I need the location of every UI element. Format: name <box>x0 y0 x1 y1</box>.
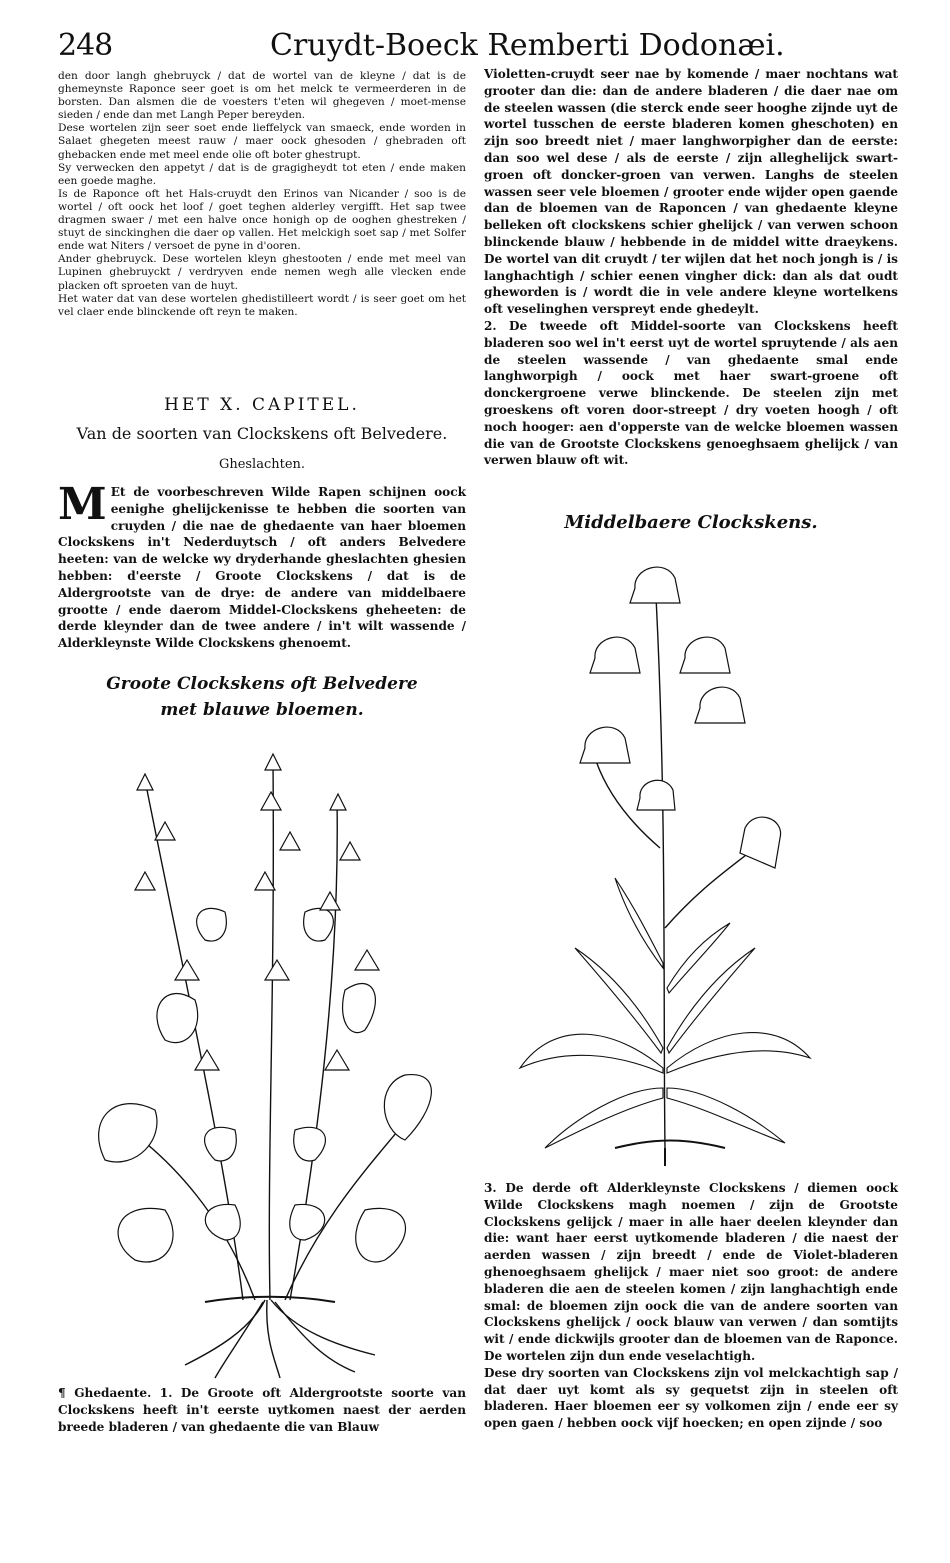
section-heading: Gheslachten. <box>218 457 306 472</box>
page-number: 248 <box>58 28 113 63</box>
chapter-title: Van de soorten van Clockskens oft Belvedere. <box>76 424 448 443</box>
description-paragraph: ¶ Ghedaente. 1. De Groote oft Aldergrootste soorte van Clockskens heeft in't eerste uytkomen naest der aerden breede bladeren / van ghedaente die van Blauw <box>58 1386 466 1434</box>
figure-caption-right: Middelbaere Clockskens. <box>564 512 818 533</box>
middelbaere-clockskens-illustration <box>515 548 815 1168</box>
paragraph: Dese wortelen zijn seer soet ende lieffelyck van smaeck, ende worden in Salaet ghegeten meest rauw / maer oock ghesoden / ghebraden oft ghebacken ende met meel ende olie oft boter ghestrupt. <box>58 122 466 161</box>
paragraph: Dese dry soorten van Clockskens zijn vol melckachtigh sap / dat daer uyt komt als sy gequetst zijn in steelen oft bladeren. Haer bloemen eer sy volkomen zijn / ende eer sy open gaen / hebben oock vijf hoecken; en open zijnde / soo <box>484 1365 898 1431</box>
paragraph: Sy verwecken den appetyt / dat is de gragigheydt tot eten / ende maken een goede maghe. <box>58 161 466 187</box>
running-title: Cruydt-Boeck Remberti Dodonæi. <box>270 28 785 63</box>
left-column-top <box>58 70 466 319</box>
paragraph: Is de Raponce oft het Hals-cruydt den Erinos van Nicander / soo is de wortel / oft oock het loof / goet teghen alderley vergifft. Het sap twee dragmen swaer / met een halve once honigh op de ooghen ghestreken / stuyt de sinckinghen die daer op vallen. Het melckigh soet sap / met Solfer ende wat Niters / versoet de pyne in d'ooren. <box>58 187 466 253</box>
drop-cap: M <box>58 479 107 530</box>
right-column-bottom <box>484 1180 898 1432</box>
figure-caption-left-line2: met blauwe bloemen. <box>160 700 364 720</box>
figure-caption-left: Groote Clockskens oft Belvedere <box>106 674 418 694</box>
intro-paragraph <box>58 479 466 652</box>
paragraph: Ander ghebruyck. Dese wortelen kleyn ghestooten / ende met meel van Lupinen ghebruyckt / verdryven ende nemen wegh alle vlecken ende placken oft sproeten van de huyt. <box>58 253 466 292</box>
groote-clockskens-illustration <box>75 740 455 1380</box>
paragraph: den door langh ghebruyck / dat de wortel van de kleyne / dat is de ghemeynste Raponce seer goet is om het melck te vermeerderen in de borsten. Dan alsmen die de voesters t'eten wil ghegeven / moet-mense sieden / ende dan met Langh Peper bereyden. <box>58 70 466 122</box>
left-column-bottom <box>58 1385 466 1435</box>
paragraph: Violetten-cruydt seer nae by komende / maer nochtans wat grooter dan die: dan de andere bladeren / die daer nae om de steelen wassen (die sterck ende seer hooghe zijnde uyt de wortel tusschen de eerste bladeren komen gheschoten) en zijn soo breedt niet / maer langhworpigher dan de eerste: dan soo wel dese / als de eerste / zijn alleghelijck swart-groen oft doncker-groen van verwen. Langhs de steelen wassen seer vele bloemen / grooter ende wijder open gaende dan de bloemen van de Raponcen / van ghedaente kleyne belleken oft clockskens schier ghelijck / van verwen schoon blinckende blauw / hebbende in de middel witte draeykens. De wortel van dit cruydt / ter wijlen dat het noch jongh is / is langhachtigh / schier eenen vingher dick: dan als dat oudt gheworden is / wordt die in vele andere kleyne wortelkens oft veselinghen verspreyt ende ghedeylt. <box>484 67 898 317</box>
paragraph: 2. De tweede oft Middel-soorte van Clockskens heeft bladeren soo wel in't eerst uyt de wortel spruytende / als aen de steelen wassende / van ghedaente smal ende langhworpigh / oock met haer swart-groene oft donckergroene verwe blinckende. De steelen zijn met groeskens oft voren door-streept / dry voeten hoogh / oft noch hooger: aen d'opperste van de welcke bloemen wassen die van de Grootste Clockskens genoeghsaem ghelijck / van verwen blauw oft wit. <box>484 318 898 468</box>
paragraph: 3. De derde oft Alderkleynste Clockskens / diemen oock Wilde Clockskens magh noemen / zijn de Grootste Clockskens gelijck / maer in alle haer deelen kleynder dan die: want haer eerst uytkomende bladeren / die naest der aerden wassen / zijn breedt / ende de Violet-bladeren ghenoeghsaem ghelijck / maer niet soo groot: de andere bladeren die aen de steelen komen / zijn langhachtigh ende smal: de bloemen zijn oock die van de andere soorten van Clockskens ghelijck / oock blauw van verwen / dan somtijts wit / ende dickwijls grooter dan de bloemen van de Raponce. De wortelen zijn dun ende veselachtigh. <box>484 1181 898 1363</box>
paragraph: Het water dat van dese wortelen ghedistilleert wordt / is seer goet om het vel claer ende blinckende oft reyn te maken. <box>58 292 466 318</box>
right-column-top <box>484 66 898 469</box>
intro-text: Et de voorbeschreven Wilde Rapen schijnen oock eenighe ghelijckenisse te hebben die soorten van cruyden / die nae de ghedaente van haer bloemen Clockskens in't Nederduytsch / oft anders Belvedere heeten: van de welcke wy dryderhande gheslachten ghesien hebben: d'eerste / Groote Clockskens / dat is de Aldergrootste van de drye: de andere van middelbaere grootte / ende daerom Middel-Clockskens gheheeten: de derde kleynder dan de twee andere / in't wilt wassende / Alderkleynste Wilde Clockskens ghenoemt. <box>58 485 466 651</box>
chapter-number: HET X. CAPITEL. <box>164 395 360 415</box>
